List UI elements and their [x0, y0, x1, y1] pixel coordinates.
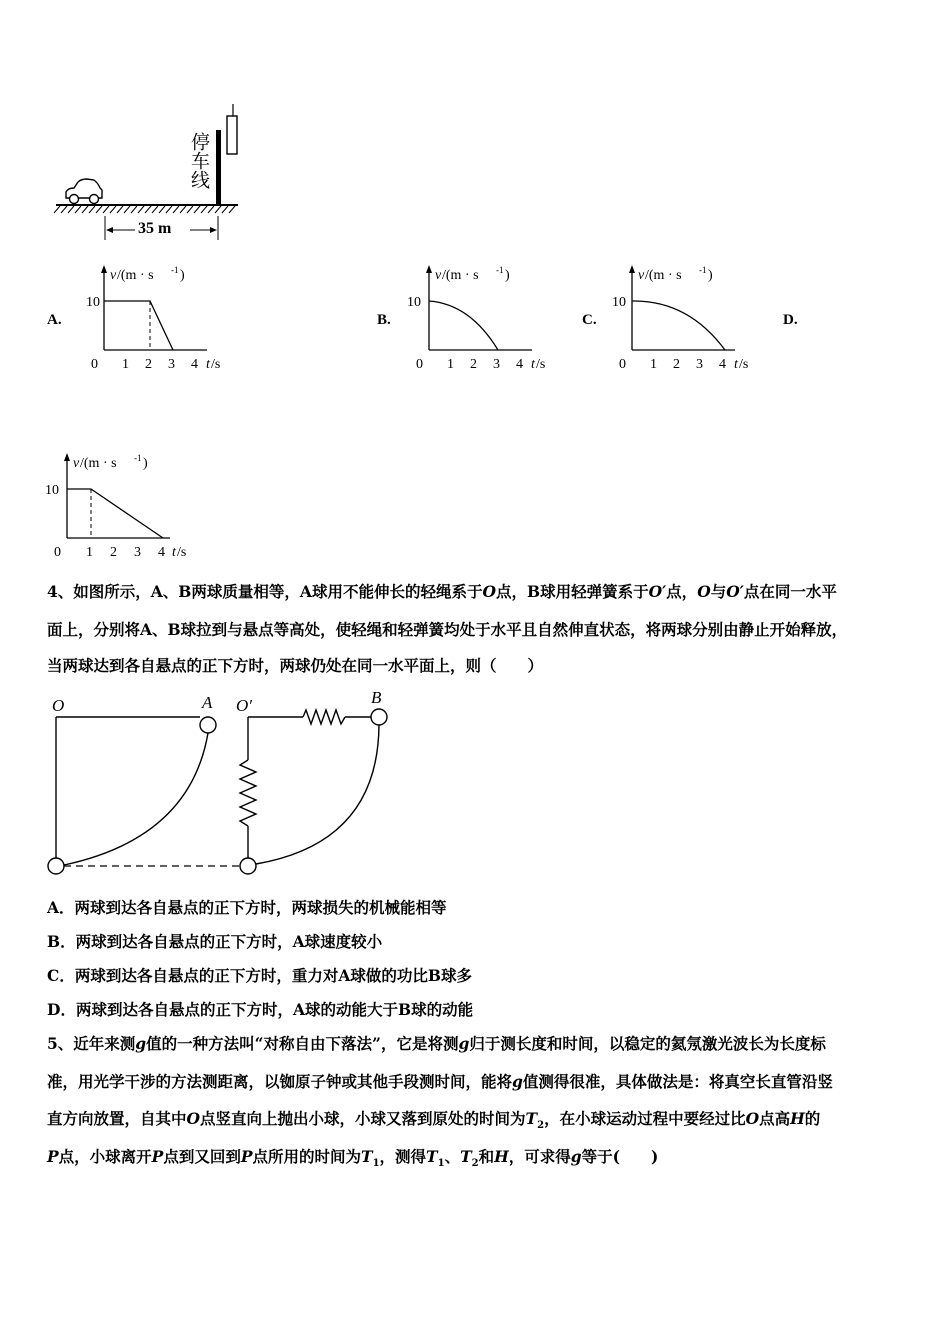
- x-tick-2: 2: [110, 545, 117, 560]
- t-unit: /s: [739, 357, 749, 372]
- ball-a-end: [48, 858, 64, 874]
- q4-choice-c: C．两球到达各自悬点的正下方时，重力对A球做的功比B球多: [47, 966, 472, 985]
- option-c-label: C.: [582, 312, 597, 328]
- graph-b: [407, 262, 560, 377]
- y-tick-10: 10: [612, 295, 626, 310]
- t-unit: /s: [211, 357, 221, 372]
- q5-line-2: 准，用光学干涉的方法测距离，以铷原子钟或其他手段测时间，能将g值测得很准，具体做法是：将真空长直管沿竖: [47, 1072, 833, 1091]
- x-tick-4: 4: [516, 357, 523, 372]
- unit-close: ): [708, 268, 713, 283]
- unit-exp: -1: [496, 265, 504, 275]
- graph-a: [85, 262, 235, 377]
- unit-label: /(m · s: [80, 456, 117, 471]
- x-tick-1: 1: [122, 357, 129, 372]
- x-tick-2: 2: [145, 357, 152, 372]
- q4-choice-a: A．两球到达各自悬点的正下方时，两球损失的机械能相等: [47, 898, 447, 917]
- stop-line-label: 停车线: [188, 132, 210, 189]
- x-tick-4: 4: [719, 357, 726, 372]
- x-tick-4: 4: [158, 545, 165, 560]
- unit-label: /(m · s: [442, 268, 479, 283]
- y-tick-10: 10: [86, 295, 100, 310]
- x-tick-1: 1: [447, 357, 454, 372]
- velocity-curve: [67, 489, 163, 538]
- q4-line-1: 4、如图所示，A、B两球质量相等，A球用不能伸长的轻绳系于O点，B球用轻弹簧系于O′点，O与O′点在同一水平: [47, 582, 837, 601]
- option-d-label: D.: [783, 312, 798, 328]
- q4-choice-b: B．两球到达各自悬点的正下方时，A球速度较小: [47, 932, 383, 951]
- v-label: v: [435, 268, 442, 283]
- spring-vertical: [240, 760, 256, 826]
- graph-c: [613, 262, 763, 377]
- unit-exp: -1: [171, 265, 179, 275]
- option-a-label: A.: [47, 312, 62, 328]
- x-tick-1: 1: [650, 357, 657, 372]
- unit-close: ): [180, 268, 185, 283]
- v-label: v: [73, 456, 80, 471]
- x-tick-3: 3: [134, 545, 141, 560]
- t-label: t: [206, 357, 210, 372]
- graph-d: [45, 450, 203, 565]
- v-label: v: [110, 268, 117, 283]
- unit-exp: -1: [134, 453, 142, 463]
- q5-line-3: 直方向放置，自其中O点竖直向上抛出小球，小球又落到原处的时间为$T_2$，在小球运动过程中要经过比O点高H的: [47, 1109, 821, 1132]
- spring-horizontal: [303, 710, 345, 724]
- x-tick-3: 3: [168, 357, 175, 372]
- option-b-label: B.: [377, 312, 391, 328]
- unit-label: /(m · s: [117, 268, 154, 283]
- y-tick-10: 10: [407, 295, 421, 310]
- q4-line-2: 面上，分别将A、B球拉到与悬点等高处，使轻绳和轻弹簧均处于水平且自然伸直状态，将两球分别由静止开始释放，: [47, 620, 848, 639]
- label-o-prime: O′: [236, 696, 252, 715]
- t-label: t: [172, 545, 176, 560]
- label-a: A: [202, 693, 213, 712]
- x-tick-0: 0: [619, 357, 626, 372]
- velocity-curve: [429, 301, 498, 350]
- x-tick-2: 2: [470, 357, 477, 372]
- car-icon: [66, 179, 102, 204]
- velocity-curve: [104, 301, 173, 350]
- pendulum-spring-figure: [40, 688, 400, 883]
- label-b: B: [371, 688, 382, 707]
- ball-b-end: [240, 858, 256, 874]
- t-label: t: [734, 357, 738, 372]
- t-label: t: [531, 357, 535, 372]
- v-label: v: [638, 268, 645, 283]
- x-tick-0: 0: [54, 545, 61, 560]
- q5-line-4: P点，小球离开P点到又回到P点所用的时间为$T_1$，测得$T_1$、$T_2$和H，可求得g等于( ): [47, 1147, 659, 1170]
- ball-b-start: [371, 709, 387, 725]
- path-a: [64, 733, 208, 865]
- t-unit: /s: [177, 545, 187, 560]
- unit-exp: -1: [699, 265, 707, 275]
- q4-choice-d: D．两球到达各自悬点的正下方时，A球的动能大于B球的动能: [47, 1000, 474, 1019]
- unit-close: ): [143, 456, 148, 471]
- unit-close: ): [505, 268, 510, 283]
- x-tick-0: 0: [416, 357, 423, 372]
- x-tick-2: 2: [673, 357, 680, 372]
- x-tick-0: 0: [91, 357, 98, 372]
- q4-line-3: 当两球达到各自悬点的正下方时，两球仍处在同一水平面上，则（ ）: [47, 656, 544, 675]
- label-o: O: [52, 696, 65, 715]
- q5-line-1: 5、近年来测g值的一种方法叫“对称自由下落法”，它是将测g归于测长度和时间，以稳定的氦氖激光波长为长度标: [47, 1034, 826, 1053]
- ball-a-start: [200, 717, 216, 733]
- x-tick-1: 1: [86, 545, 93, 560]
- velocity-curve: [632, 301, 725, 350]
- x-tick-4: 4: [191, 357, 198, 372]
- distance-label: 35 m: [138, 220, 172, 237]
- x-tick-3: 3: [493, 357, 500, 372]
- x-tick-3: 3: [696, 357, 703, 372]
- unit-label: /(m · s: [645, 268, 682, 283]
- path-b: [256, 725, 379, 864]
- y-tick-10: 10: [45, 483, 59, 498]
- t-unit: /s: [536, 357, 546, 372]
